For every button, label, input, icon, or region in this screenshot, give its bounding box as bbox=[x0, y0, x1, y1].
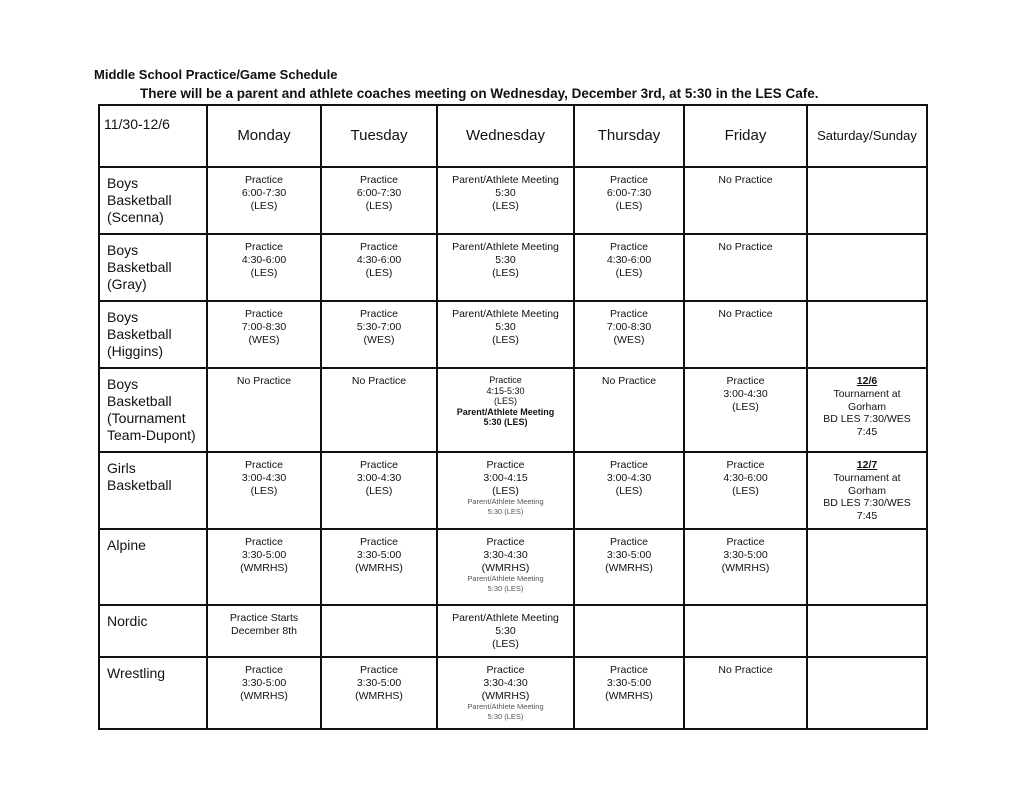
schedule-cell bbox=[574, 167, 684, 234]
schedule-cell bbox=[207, 452, 321, 529]
schedule-cell bbox=[321, 529, 437, 605]
schedule-line: 7:00-8:30 bbox=[606, 320, 652, 333]
schedule-line: Practice bbox=[486, 664, 525, 676]
schedule-cell bbox=[437, 234, 574, 301]
schedule-line: No Practice bbox=[601, 375, 657, 387]
meeting-note: 5:30 (LES) bbox=[487, 712, 524, 722]
schedule-line: (LES) bbox=[250, 199, 278, 212]
schedule-cell bbox=[807, 657, 927, 729]
schedule-line: (LES) bbox=[365, 199, 393, 212]
schedule-line: Practice bbox=[610, 459, 648, 471]
schedule-cell bbox=[207, 167, 321, 234]
day-header: Friday bbox=[684, 105, 807, 167]
schedule-line: Practice bbox=[610, 664, 648, 676]
schedule-cell bbox=[207, 529, 321, 605]
schedule-line: No Practice bbox=[718, 308, 773, 320]
schedule-line: Practice bbox=[360, 664, 398, 676]
schedule-cell bbox=[437, 301, 574, 368]
team-label-line: Basketball bbox=[107, 192, 172, 208]
schedule-cell bbox=[437, 529, 574, 605]
schedule-line: (LES) bbox=[365, 484, 393, 497]
week-range-header: 11/30-12/6 bbox=[99, 105, 207, 167]
schedule-line: 4:30-6:00 bbox=[606, 253, 652, 266]
schedule-line: 7:45 bbox=[856, 426, 878, 439]
schedule-line: 4:30-6:00 bbox=[241, 253, 287, 266]
schedule-line: (WES) bbox=[363, 333, 395, 346]
schedule-cell bbox=[684, 167, 807, 234]
schedule-line: (WMRHS) bbox=[481, 561, 530, 574]
schedule-table bbox=[98, 104, 928, 730]
team-label-line: Nordic bbox=[107, 613, 148, 629]
schedule-line: (WMRHS) bbox=[240, 561, 288, 574]
schedule-line: Practice bbox=[726, 375, 765, 387]
schedule-line: 3:30-4:30 bbox=[483, 676, 528, 689]
team-label bbox=[99, 167, 207, 234]
schedule-cell bbox=[437, 605, 574, 657]
schedule-cell bbox=[321, 234, 437, 301]
schedule-line: (WES) bbox=[613, 333, 645, 346]
schedule-line: Practice bbox=[360, 241, 398, 253]
team-label bbox=[99, 605, 207, 657]
schedule-cell bbox=[321, 657, 437, 729]
schedule-line: 3:30-5:00 bbox=[241, 676, 287, 689]
schedule-line: 3:30-5:00 bbox=[606, 676, 652, 689]
schedule-cell bbox=[574, 301, 684, 368]
schedule-line: (LES) bbox=[732, 400, 759, 413]
schedule-line: 5:30 bbox=[495, 320, 516, 333]
schedule-cell bbox=[684, 529, 807, 605]
table-row bbox=[99, 234, 927, 301]
schedule-cell bbox=[807, 167, 927, 234]
team-label-line: (Gray) bbox=[107, 276, 147, 292]
meeting-announcement: There will be a parent and athlete coaches meeting on Wednesday, December 3rd, at 5:30 in the LES Cafe. bbox=[140, 86, 819, 101]
schedule-line: 3:30-4:30 bbox=[483, 548, 528, 561]
meeting-note: 5:30 (LES) bbox=[487, 507, 524, 517]
team-label-line: Girls bbox=[107, 460, 136, 476]
schedule-cell bbox=[574, 605, 684, 657]
schedule-cell bbox=[207, 234, 321, 301]
schedule-cell bbox=[807, 605, 927, 657]
schedule-line: BD LES 7:30/WES bbox=[823, 413, 911, 426]
schedule-cell bbox=[684, 452, 807, 529]
schedule-line: Practice bbox=[486, 459, 525, 471]
schedule-cell bbox=[807, 234, 927, 301]
schedule-line: (WMRHS) bbox=[240, 689, 288, 702]
schedule-line: Practice bbox=[245, 536, 283, 548]
schedule-line: (WMRHS) bbox=[721, 561, 770, 574]
schedule-cell bbox=[807, 368, 927, 452]
schedule-line: No Practice bbox=[236, 375, 292, 387]
schedule-line: (WMRHS) bbox=[355, 561, 403, 574]
schedule-line: (WMRHS) bbox=[481, 689, 530, 702]
schedule-line: Gorham bbox=[848, 484, 886, 497]
day-header: Wednesday bbox=[437, 105, 574, 167]
event-date: 12/6 bbox=[856, 375, 878, 387]
schedule-line: 3:00-4:15 bbox=[483, 471, 528, 484]
team-label-line: Basketball bbox=[107, 326, 172, 342]
schedule-line: No Practice bbox=[718, 664, 773, 676]
schedule-line: Practice bbox=[360, 308, 398, 320]
schedule-line: 3:30-5:00 bbox=[723, 548, 768, 561]
schedule-line: 3:00-4:30 bbox=[723, 387, 768, 400]
schedule-line: No Practice bbox=[718, 241, 773, 253]
table-row bbox=[99, 605, 927, 657]
schedule-cell bbox=[321, 452, 437, 529]
schedule-cell bbox=[437, 368, 574, 452]
team-label bbox=[99, 529, 207, 605]
schedule-cell bbox=[574, 657, 684, 729]
schedule-cell bbox=[684, 234, 807, 301]
schedule-line: 7:00-8:30 bbox=[241, 320, 287, 333]
meeting-note: 5:30 (LES) bbox=[483, 417, 528, 427]
schedule-line: 3:00-4:30 bbox=[356, 471, 402, 484]
schedule-line: Gorham bbox=[848, 400, 886, 413]
schedule-cell bbox=[207, 301, 321, 368]
schedule-cell bbox=[574, 452, 684, 529]
schedule-line: 4:15-5:30 bbox=[486, 385, 525, 396]
schedule-line: Practice bbox=[360, 174, 398, 186]
schedule-cell bbox=[207, 657, 321, 729]
schedule-line: Parent/Athlete Meeting bbox=[452, 241, 559, 253]
schedule-line: (LES) bbox=[615, 199, 643, 212]
schedule-line: Practice bbox=[726, 536, 765, 548]
schedule-line: BD LES 7:30/WES bbox=[823, 497, 911, 510]
header-row bbox=[99, 105, 927, 167]
meeting-note: Parent/Athlete Meeting bbox=[467, 574, 544, 584]
schedule-cell bbox=[807, 301, 927, 368]
team-label bbox=[99, 657, 207, 729]
schedule-line: Practice bbox=[610, 241, 648, 253]
team-label-line: Alpine bbox=[107, 537, 146, 553]
schedule-line: Practice bbox=[245, 241, 283, 253]
schedule-line: (WMRHS) bbox=[605, 561, 653, 574]
schedule-line: 3:30-5:00 bbox=[606, 548, 652, 561]
schedule-cell bbox=[574, 234, 684, 301]
team-label-line: Boys bbox=[107, 242, 139, 258]
schedule-line: 3:30-5:00 bbox=[241, 548, 287, 561]
schedule-cell bbox=[321, 368, 437, 452]
schedule-line: 5:30 bbox=[495, 186, 516, 199]
schedule-line: 3:00-4:30 bbox=[241, 471, 287, 484]
schedule-line: (LES) bbox=[250, 266, 278, 279]
schedule-line: 3:30-5:00 bbox=[356, 676, 402, 689]
schedule-line: 4:30-6:00 bbox=[723, 471, 768, 484]
schedule-line: 3:00-4:30 bbox=[606, 471, 652, 484]
team-label-line: Basketball bbox=[107, 259, 172, 275]
schedule-line: (WES) bbox=[248, 333, 280, 346]
schedule-line: (LES) bbox=[492, 266, 519, 279]
schedule-line: Practice bbox=[245, 664, 283, 676]
schedule-cell bbox=[437, 167, 574, 234]
schedule-cell bbox=[684, 368, 807, 452]
schedule-line: (LES) bbox=[492, 637, 519, 650]
schedule-line: Practice bbox=[245, 174, 283, 186]
schedule-line: 5:30 bbox=[495, 624, 516, 637]
schedule-line: 5:30 bbox=[495, 253, 516, 266]
schedule-line: (WMRHS) bbox=[605, 689, 653, 702]
meeting-note: Parent/Athlete Meeting bbox=[467, 497, 544, 507]
team-label-line: (Scenna) bbox=[107, 209, 164, 225]
schedule-line: (LES) bbox=[365, 266, 393, 279]
schedule-line: 6:00-7:30 bbox=[356, 186, 402, 199]
schedule-line: (LES) bbox=[492, 484, 519, 497]
schedule-line: (LES) bbox=[615, 484, 643, 497]
team-label bbox=[99, 452, 207, 529]
schedule-line: (LES) bbox=[492, 199, 519, 212]
schedule-cell bbox=[321, 301, 437, 368]
schedule-line: Parent/Athlete Meeting bbox=[452, 612, 559, 624]
schedule-cell bbox=[321, 605, 437, 657]
team-label bbox=[99, 301, 207, 368]
table-row bbox=[99, 529, 927, 605]
schedule-line: No Practice bbox=[718, 174, 773, 186]
schedule-cell bbox=[684, 657, 807, 729]
schedule-line: Practice bbox=[360, 536, 398, 548]
team-label-line: Wrestling bbox=[107, 665, 166, 681]
schedule-line: Parent/Athlete Meeting bbox=[452, 174, 559, 186]
meeting-note: Parent/Athlete Meeting bbox=[467, 702, 544, 712]
team-label-line: (Tournament bbox=[107, 410, 186, 426]
day-header: Thursday bbox=[574, 105, 684, 167]
table-row bbox=[99, 301, 927, 368]
schedule-line: 6:00-7:30 bbox=[606, 186, 652, 199]
schedule-line: (LES) bbox=[250, 484, 278, 497]
schedule-cell bbox=[684, 605, 807, 657]
schedule-line: 7:45 bbox=[856, 510, 878, 523]
schedule-line: Practice Starts bbox=[229, 612, 299, 624]
table-row bbox=[99, 167, 927, 234]
schedule-line: Tournament at bbox=[833, 471, 901, 484]
team-label-line: Basketball bbox=[107, 477, 172, 493]
schedule-cell bbox=[684, 301, 807, 368]
team-label-line: Basketball bbox=[107, 393, 172, 409]
team-label bbox=[99, 368, 207, 452]
day-header: Monday bbox=[207, 105, 321, 167]
schedule-cell bbox=[321, 167, 437, 234]
schedule-line: Practice bbox=[726, 459, 765, 471]
schedule-cell bbox=[207, 605, 321, 657]
table-row bbox=[99, 657, 927, 729]
schedule-line: 6:00-7:30 bbox=[241, 186, 287, 199]
team-label bbox=[99, 234, 207, 301]
meeting-note: Parent/Athlete Meeting bbox=[456, 406, 555, 417]
schedule-line: Tournament at bbox=[833, 387, 901, 400]
schedule-line: Practice bbox=[610, 308, 648, 320]
team-label-line: Boys bbox=[107, 309, 139, 325]
schedule-line: Practice bbox=[245, 308, 283, 320]
schedule-cell bbox=[807, 529, 927, 605]
meeting-note: 5:30 (LES) bbox=[487, 584, 524, 594]
table-row bbox=[99, 452, 927, 529]
schedule-line: Practice bbox=[360, 459, 398, 471]
schedule-line: 4:30-6:00 bbox=[356, 253, 402, 266]
schedule-line: 3:30-5:00 bbox=[356, 548, 402, 561]
day-header: Saturday/Sunday bbox=[807, 105, 927, 167]
schedule-line: Practice bbox=[610, 536, 648, 548]
schedule-line: Practice bbox=[245, 459, 283, 471]
team-label-line: Boys bbox=[107, 376, 139, 392]
schedule-line: (LES) bbox=[732, 484, 759, 497]
schedule-line: Practice bbox=[486, 536, 525, 548]
day-header: Tuesday bbox=[321, 105, 437, 167]
schedule-line: No Practice bbox=[351, 375, 407, 387]
schedule-cell bbox=[807, 452, 927, 529]
schedule-line: Practice bbox=[489, 375, 522, 385]
schedule-line: (WMRHS) bbox=[355, 689, 403, 702]
schedule-cell bbox=[574, 529, 684, 605]
team-label-line: Boys bbox=[107, 175, 139, 191]
schedule-line: (LES) bbox=[615, 266, 643, 279]
document-title: Middle School Practice/Game Schedule bbox=[94, 67, 338, 82]
schedule-cell bbox=[437, 657, 574, 729]
schedule-line: Parent/Athlete Meeting bbox=[452, 308, 559, 320]
schedule-line: Practice bbox=[610, 174, 648, 186]
event-date: 12/7 bbox=[856, 459, 878, 471]
schedule-line: 5:30-7:00 bbox=[356, 320, 402, 333]
team-label-line: (Higgins) bbox=[107, 343, 164, 359]
schedule-cell bbox=[207, 368, 321, 452]
schedule-cell bbox=[574, 368, 684, 452]
table-row bbox=[99, 368, 927, 452]
schedule-line: (LES) bbox=[492, 333, 519, 346]
schedule-line: December 8th bbox=[231, 624, 297, 637]
schedule-line: (LES) bbox=[493, 396, 517, 406]
team-label-line: Team-Dupont) bbox=[107, 427, 196, 443]
schedule-cell bbox=[437, 452, 574, 529]
